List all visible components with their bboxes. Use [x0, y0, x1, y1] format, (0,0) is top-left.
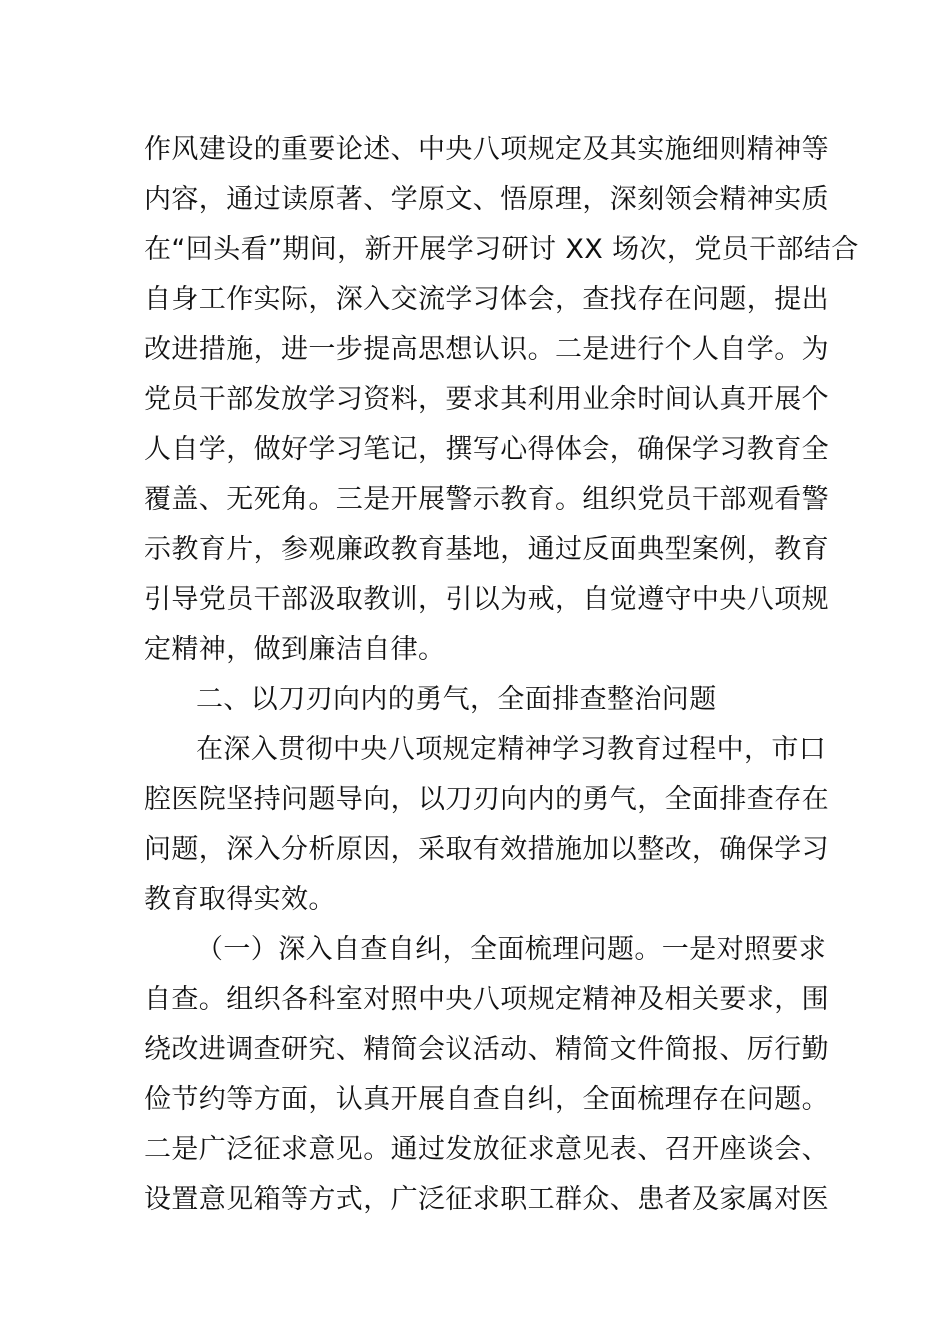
body-line: 在深入贯彻中央八项规定精神学习教育过程中，市口	[196, 734, 827, 765]
body-line: 自查。组织各科室对照中央八项规定精神及相关要求，围	[144, 984, 829, 1015]
section-heading: 二、以刀刃向内的勇气，全面排查整治问题	[196, 684, 717, 715]
body-line: 自身工作实际，深入交流学习体会，查找存在问题，提出	[144, 284, 829, 315]
body-line: 二是广泛征求意见。通过发放征求意见表、召开座谈会、	[144, 1134, 829, 1165]
body-line: 绕改进调查研究、精简会议活动、精简文件简报、厉行勤	[144, 1034, 829, 1065]
body-line: 教育取得实效。	[144, 884, 336, 915]
body-line: 改进措施，进一步提高思想认识。二是进行个人自学。为	[144, 334, 829, 365]
body-line: 党员干部发放学习资料，要求其利用业余时间认真开展个	[144, 384, 829, 415]
body-line: 内容，通过读原著、学原文、悟原理，深刻领会精神实质	[144, 184, 829, 215]
body-line: 定精神，做到廉洁自律。	[144, 634, 446, 665]
body-line: 设置意见箱等方式，广泛征求职工群众、患者及家属对医	[144, 1184, 829, 1215]
body-line: 覆盖、无死角。三是开展警示教育。组织党员干部观看警	[144, 484, 829, 515]
body-line: 示教育片，参观廉政教育基地，通过反面典型案例，教育	[144, 534, 829, 565]
body-line: 问题，深入分析原因，采取有效措施加以整改，确保学习	[144, 834, 829, 865]
body-line: 在“回头看”期间，新开展学习研讨 XX 场次，党员干部结合	[144, 234, 859, 265]
body-line: 作风建设的重要论述、中央八项规定及其实施细则精神等	[144, 134, 829, 165]
body-line: 腔医院坚持问题导向，以刀刃向内的勇气，全面排查存在	[144, 784, 829, 815]
body-line: 人自学，做好学习笔记，撰写心得体会，确保学习教育全	[144, 434, 829, 465]
body-line: 俭节约等方面，认真开展自查自纠，全面梳理存在问题。	[144, 1084, 829, 1115]
body-line: 引导党员干部汲取教训，引以为戒，自觉遵守中央八项规	[144, 584, 829, 615]
subsection-heading-line: （一）深入自查自纠，全面梳理问题。一是对照要求	[196, 934, 827, 965]
